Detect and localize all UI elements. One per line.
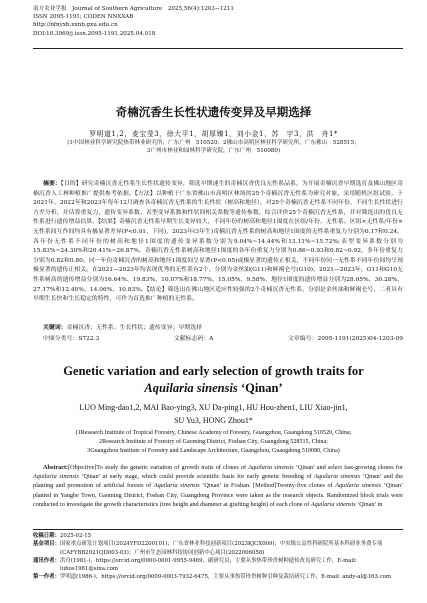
chinese-affiliations — [0, 139, 427, 155]
english-abstract-text: ‘Qinan’ in Foshan. [Method]Twenty-five clones of — [199, 482, 336, 490]
english-affiliation-line: (1Research Institute of Tropical Forestry, Chinese Academy of Forestry, Guangzhou, Guangdong 510520, China; — [75, 430, 352, 436]
species-name: Aquilaria sinensis — [144, 381, 238, 395]
footnote-text: 2025-02-15 — [59, 533, 92, 539]
footnote-corresponding-author — [33, 557, 403, 574]
english-abstract-label: Abstract: — [43, 464, 69, 471]
footnotes — [33, 532, 403, 582]
english-abstract-text: ‘Qinan’ at early stage, which could provide scientific basis for early genetic breeding of — [78, 473, 315, 481]
chinese-abstract — [33, 179, 403, 305]
chinese-authors: 罗明道1,2，麦宝莹3，徐大平1，胡厚臻1，刘小金1，苏 宇3，洪 舟1* — [89, 130, 338, 138]
issn-line: ISSN 2095-1191; CODEN NNXXAB — [33, 14, 134, 21]
journal-citation-line — [33, 5, 403, 13]
chinese-affiliation-line: (1中国林业科学研究院热带林业研究所，广东广州 510520；2佛山市高明区林业科学研究所，广东佛山 528515； — [67, 140, 360, 146]
footnote-text: 洪舟(1981-)，https://orcid.org/0000-0001-9955-9469，副研究员，主要从事热带珍贵树种遗传改良研究工作，E-mail: luhos1981@sina.com — [59, 557, 357, 573]
chinese-keywords — [43, 322, 202, 331]
english-abstract-text: ‘Qinan’ and select fast-growing clones for — [293, 464, 403, 471]
footnote-label: 第一作者： — [33, 574, 60, 581]
english-title — [0, 363, 427, 397]
species-name: Aquilaria sinensis — [33, 473, 79, 481]
article-number: 文章编号：2095-1191(2025)04-1203-09 — [288, 336, 403, 342]
english-title-line1: Genetic variation and early selection of growth traits for — [63, 364, 364, 378]
footnote-funding — [33, 540, 403, 557]
species-name: Aquilaria sinensis — [335, 482, 382, 490]
english-authors-line2: SU Yu3, HONG Zhou1* — [174, 415, 253, 425]
footnote-received — [33, 532, 403, 540]
footnote-text: 罗明道(1986-)，https://orcid.org/0009-0003-7932-6475，主要从事热带珍贵树种引种及栽培研究工作，E-mail: andy-al@163.com — [59, 574, 391, 581]
footnote-first-author — [33, 573, 403, 581]
species-name: Aquilaria sinensis — [310, 500, 356, 508]
footnote-label: 通讯作者： — [33, 557, 60, 564]
chinese-title: 奇楠沉香生长性状遗传变异及早期选择 — [115, 105, 312, 119]
english-title-line2 — [0, 380, 427, 397]
species-name: Aquilaria sinensis — [153, 482, 200, 490]
keywords-label: 关键词： — [43, 324, 67, 331]
footnote-rule — [33, 529, 403, 530]
abstract-text: 【目的】研究奇楠沉香无性系生长性状遗传变异，筛选早期速生的奇楠沉香优良无性系品系，为开展奇楠沉香早期选育及佛山地区奇楠沉香人工林种植推广提供参考依据。【方法】以种植于广东省佛山市高明区林场的25个奇楠沉香无性系为研究对象，采用随机区组试验，于2021年、2022年和2023年每年12月调查各奇楠沉香无性系的生长性状（树高和地径），对25个奇楠沉香无性系不同年份、不同生长性状进行方差分析，并估算重复力、遗传变异系数、表型变异系数和性状间相关系数等遗传参数，综合评价25个奇楠沉香无性系，并对筛选出的优良无性系进行遗传增益估算。【结果】奇楠沉香无性系早期生长变异较大，不同年份的树高和地径1围度在区组/年份、无性系、区组×无性系/年份×无性系间互作间均具有极显著差异(P<0.01，下同)，2023年(3年生)奇楠沉香无性系的树高和地径1围度的无性系重复力分别为0.17和0.24，各年份无性系不同年份的树高和地径1围度的遗传变异系数分别为9.04%~14.44%和13.11%~15.72%;表型变异系数分别为15.83%~24.30%和20.41%~26.87%，奇楠沉香无性系树高和地径1围度的各年份重复力分别为0.86~0.93和0.82~0.92，多年份重复力分别为0.82和0.80。同一年份奇楠沉香的树高和地径1围度间呈显著(P<0.05)或极显著的遗传正相关，不同年份同一无性系不同年份间均呈现极显著的遗传正相关。在2021—2023年均表现优秀的无性系有2个，分别为金丝油(G11)和鲜褐仑号(G10)，2021—2023年，G11和G10无性系树高的遗传增益分别为16.64%、19.83%、10.07%和18.77%、15.05%、9.58%，地径1围度的遗传增益分别为28.05%、30.28%、27.17%和12.40%、14.06%、10.83%。【结论】筛选出在佛山地区适应性较强的2个奇楠沉香无性系，分别是金丝油和鲜褐仑号，二者具有早期生长快和生长稳定的特性，可作为首选推广种植的无性系。 — [33, 181, 403, 303]
english-abstract-text: [Objective]To study the genetic variation of growth traits of clones of — [68, 464, 249, 471]
footnote-label: 收稿日期： — [33, 533, 60, 539]
abstract-label: 摘要： — [43, 180, 61, 187]
cultivar-name: ‘Qinan’ — [237, 381, 283, 395]
english-abstract — [33, 463, 403, 509]
species-name: Aquilaria sinensis — [248, 464, 294, 471]
english-abstract-text: ‘Qinan’ and the planting and promotion of artificial forests of — [33, 473, 403, 490]
english-abstract-text: ‘Qinan’ in — [355, 500, 383, 508]
english-affiliation-line: 2Research Institute of Forestry of Gaoming District, Foshan City, Guangdong 528515, China; — [99, 438, 328, 445]
english-affiliations — [0, 429, 427, 455]
doi-line[interactable]: DOI:10.3969/j.issn.2095-1191.2025.04.018 — [33, 30, 156, 37]
footnote-label: 基金项目： — [33, 541, 60, 548]
journal-citation: 南方农业学报 Journal of Southern Agriculture 2025,56(4):1203−1211 — [33, 6, 234, 12]
header-rule — [33, 48, 403, 49]
journal-url[interactable]: http://nfnyxb.xxnb.gxu.edu.cn — [33, 22, 118, 29]
species-name: Aquilaria sinensis — [314, 473, 361, 481]
english-affiliation-line: 3Guangzhou Institute of Forestry and Landscape Architecture, Guangzhou, Guangdong 510080, China) — [87, 447, 340, 454]
footnote-text: 国家重点研发计划项目(2024YFD2200101)；广东省林业科技创新项目(2023KJCX009)；中央级公益性科研院所基本科研业务费专项(CAFYBB2021QD003-03)；广州市生态园林科技协同创新中心项目(2022006058) — [59, 541, 383, 556]
classification-line — [43, 333, 403, 342]
english-abstract-text: ‘Qinan’ planted in Yangbe Town, Gaoming District, Foshan City, Guangdong Province were taken as the research objects. Randomized block trials were conducted to investigate the growth characteristics (tree height and diameter at grafting height) of each clone of — [33, 482, 403, 508]
journal-header — [33, 5, 403, 38]
english-authors — [0, 402, 427, 427]
chinese-affiliation-line: 3广州市林业和园林科学研究院，广东广州 510080) — [146, 148, 281, 154]
english-authors-line1: LUO Ming-dao1,2, MAI Bao-ying3, XU Da-ping1, HU Hou-zhen1, LIU Xiao-jin1, — [79, 403, 348, 412]
document-code: 文献标志码：A — [173, 336, 214, 342]
clc-number: 中图分类号：S722.3 — [43, 336, 100, 342]
keywords-text: 奇楠沉香；无性系；生长性状；遗传变异；早期选择 — [66, 325, 203, 331]
